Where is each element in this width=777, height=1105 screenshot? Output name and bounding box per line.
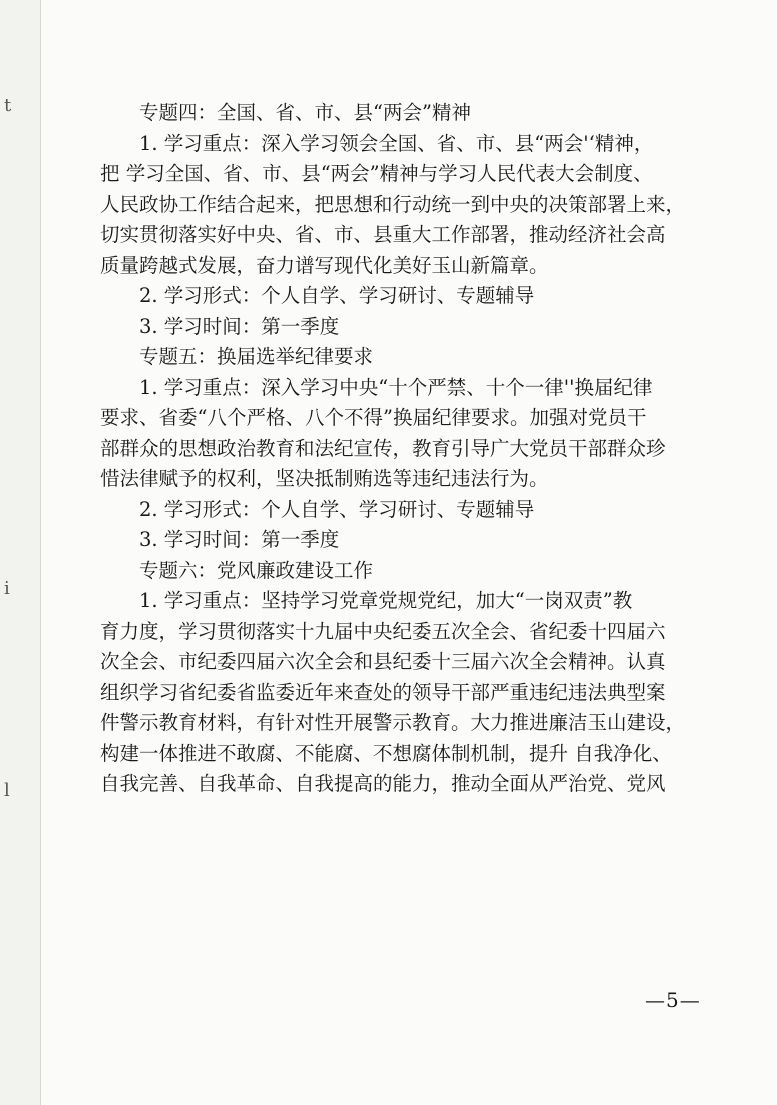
text-line: 次全会、市纪委四届六次全会和县纪委十三届六次全会精神。认真	[100, 650, 666, 673]
text-line: 自我完善、自我革命、自我提高的能力，推动全面从严治党、党风	[100, 772, 666, 795]
margin-mark: l	[4, 780, 10, 801]
document-body	[100, 98, 718, 800]
text-line: 部群众的思想政治教育和法纪宣传，教育引导广大党员干部群众珍	[100, 436, 666, 460]
text-line: 育力度，学习贯彻落实十九届中央纪委五次全会、省纪委十四届六	[100, 619, 666, 643]
text-line: 1. 学习重点：坚持学习党章党规党纪，加大“一岗双责”教	[139, 589, 633, 612]
text-line: 件警示教育材料，有针对性开展警示教育。大力推进廉洁玉山建设，	[100, 711, 686, 734]
text-line: 组织学习省纪委省监委近年来查处的领导干部严重违纪违法典型案	[100, 680, 666, 704]
text-line: 1. 学习重点：深入学习中央“十个严禁、十个一律''换届纪律	[139, 375, 653, 399]
text-line: 惜法律赋予的权利，坚决抵制贿选等违纪违法行为。	[100, 467, 549, 490]
text-line: 2. 学习形式：个人自学、学习研讨、专题辅导	[139, 497, 535, 521]
margin-mark: i	[4, 578, 10, 599]
text-line: 3. 学习时间：第一季度	[139, 528, 340, 551]
text-line: 专题六：党风廉政建设工作	[139, 558, 374, 582]
text-line: 切实贯彻落实好中央、省、市、县重大工作部署，推动经济社会高	[100, 223, 666, 246]
text-line: 2. 学习形式：个人自学、学习研讨、专题辅导	[139, 284, 535, 307]
text-line: 质量跨越式发展，奋力谱写现代化美好玉山新篇章。	[100, 253, 549, 277]
text-line: 要求、省委“八个严格、八个不得”换届纪律要求。加强对党员干	[100, 406, 647, 429]
text-line: 1. 学习重点：深入学习领会全国、省、市、县“两会'‘精神，	[139, 131, 654, 155]
text-line: 人民政协工作结合起来，把思想和行动统一到中央的决策部署上来，	[100, 192, 686, 216]
page-number: —5—	[645, 988, 701, 1012]
text-line: 构建一体推进不敢腐、不能腐、不想腐体制机制，提升 自我净化、	[100, 741, 672, 765]
margin-mark: t	[4, 95, 12, 116]
text-line: 3. 学习时间：第一季度	[139, 314, 340, 338]
text-line: 专题四：全国、省、市、县“两会”精神	[139, 101, 471, 124]
text-line: 把 学习全国、省、市、县“两会”精神与学习人民代表大会制度、	[100, 162, 653, 185]
binding-margin	[0, 0, 41, 1105]
text-line: 专题五：换届选举纪律要求	[139, 345, 374, 368]
